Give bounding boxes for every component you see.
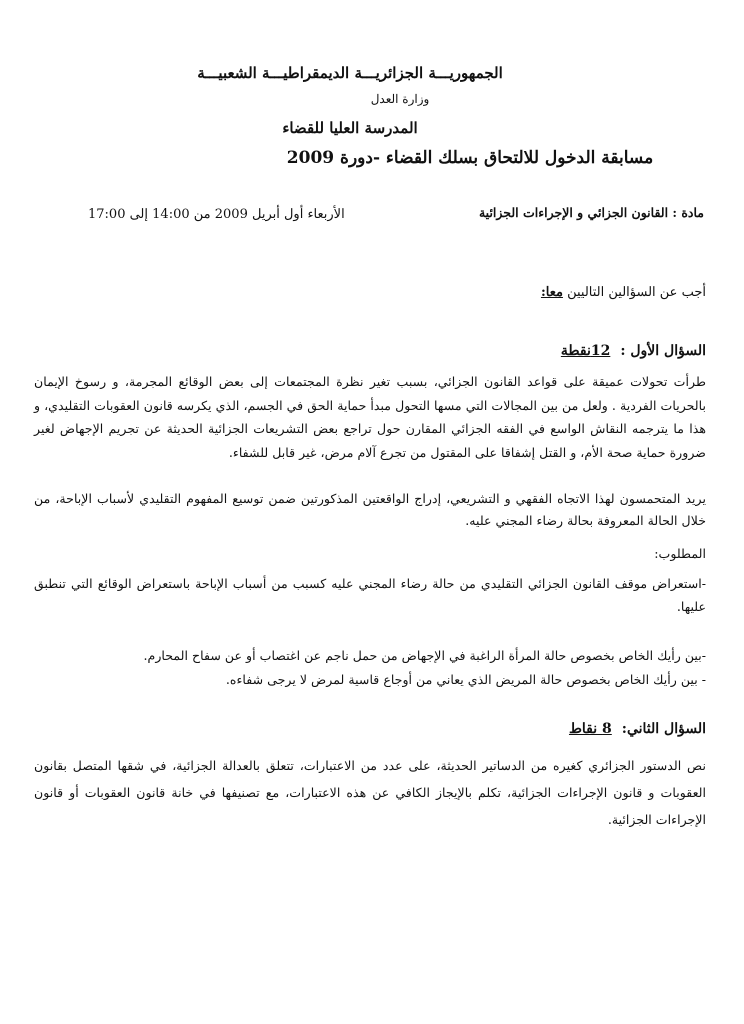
exam-datetime: الأربعاء أول أبريل 2009 من 14:00 إلى 17:00: [88, 207, 345, 222]
question1-paragraph1: طرأت تحولات عميقة على قواعد القانون الجزائي، بسبب تغير نظرة المجتمعات إلى بعض الوقائع المجرمة، و رسوخ الإيمان بالحريات الفردية . ولعل من بين المجالات التي مسها التحول مبدأ حماية الحق في الجسم، الذي يكرسه قانون العقوبات التقليدي، و هذا ما يترجمه النقاش الواسع في الفقه الجزائي المقارن حول تراجع بعض التشريعات الجزائية الحديثة عن تجريم الإجهاض لغير ضرورة حماية صحة الأم، و القتل إشفاقا على المقتول من تجرع آلام مرض، غير قابل للشفاء.: [34, 374, 706, 460]
contest-title: مسابقة الدخول للالتحاق بسلك القضاء -دورة 2009: [286, 148, 654, 168]
ministry-name: وزارة العدل: [370, 92, 430, 106]
question1-heading: [561, 343, 706, 359]
requirement-item: -بين رأيك الخاص بخصوص حالة المرأة الراغبة في الإجهاض من حمل ناجم عن اغتصاب أو عن سفاح المحارم.: [143, 648, 706, 663]
question1-paragraph2: يريد المتحمسون لهذا الاتجاه الفقهي و التشريعي، إدراج الواقعتين المذكورتين ضمن توسيع المفهوم التقليدي لأسباب الإباحة، من خلال الحالة المعروفة بحالة رضاء المجني عليه.: [34, 491, 706, 528]
question2-title: السؤال الثاني:: [621, 721, 706, 737]
requirement-item: - بين رأيك الخاص بخصوص حالة المريض الذي يعاني من أوجاع قاسية لمرض لا يرجى شفاءه.: [225, 672, 706, 687]
question1-title: السؤال الأول :: [620, 343, 706, 359]
instruction-emphasis: معا:: [540, 285, 563, 300]
republic-title: الجمهوريـــة الجزائريـــة الديمقراطيـــة الشعبيـــة: [197, 64, 503, 82]
requirement-item: -استعراض موقف القانون الجزائي التقليدي من حالة رضاء المجني عليه كسبب من أسباب الإباحة باستعراض الوقائع التي تنطبق عليها.: [34, 576, 706, 614]
school-name: المدرسة العليا للقضاء: [282, 119, 418, 137]
exam-subject: مادة : القانون الجزائي و الإجراءات الجزائية: [478, 205, 704, 220]
question2-points: 8 نقاط: [568, 721, 612, 737]
instruction: [541, 285, 706, 300]
question2-heading: [569, 721, 706, 737]
question1-points: 12نقطة: [560, 343, 611, 359]
instruction-text: أجب عن السؤالين التاليين: [562, 285, 706, 300]
question2-paragraph: نص الدستور الجزائري كغيره من الدساتير الحديثة، على عدد من الاعتبارات، تتعلق بالعدالة الجزائية، في شقها المتصل بقانون العقوبات و قانون الإجراءات الجزائية، تكلم بالإيجاز الكافي عن هذه الاعتبارات، مع تصنيفها في خانة قانون العقوبات أو قانون الإجراءات الجزائية.: [34, 758, 706, 827]
required-label: المطلوب:: [654, 546, 706, 561]
